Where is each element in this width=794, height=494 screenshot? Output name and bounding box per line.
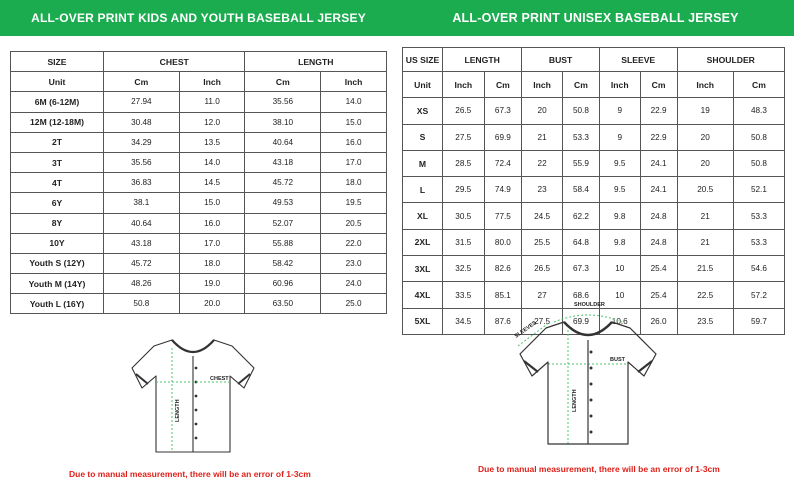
measurement-cell: 35.56 <box>245 92 321 112</box>
measurement-cell: 18.0 <box>179 253 245 273</box>
measurement-cell: 27 <box>522 282 563 308</box>
measurement-cell: 34.29 <box>104 132 180 152</box>
size-cell: 6M (6-12M) <box>11 92 104 112</box>
measurement-cell: 50.8 <box>562 98 599 124</box>
unit-cell: Cm <box>733 72 784 98</box>
measurement-cell: 74.9 <box>484 177 522 203</box>
sleeve-header: SLEEVE <box>599 48 677 72</box>
size-cell: Youth M (14Y) <box>11 274 104 294</box>
measurement-cell: 17.0 <box>179 233 245 253</box>
kids-size-table <box>10 51 387 314</box>
measurement-cell: 48.26 <box>104 274 180 294</box>
unisex-table-body <box>403 98 785 335</box>
unit-cell: Inch <box>321 72 387 92</box>
measurement-cell: 58.4 <box>562 177 599 203</box>
measurement-cell: 34.5 <box>443 308 485 334</box>
shoulder-label: SHOULDER <box>574 302 605 308</box>
jersey-buttons <box>195 367 198 440</box>
measurement-cell: 12.0 <box>179 112 245 132</box>
measurement-cell: 20 <box>677 150 733 176</box>
measurement-cell: 31.5 <box>443 229 485 255</box>
measurement-cell: 36.83 <box>104 173 180 193</box>
measurement-cell: 45.72 <box>245 173 321 193</box>
measurement-cell: 25.5 <box>522 229 563 255</box>
size-header: SIZE <box>11 52 104 72</box>
measurement-cell: 24.1 <box>640 177 677 203</box>
measurement-cell: 23.5 <box>677 308 733 334</box>
measure-lines <box>518 315 628 444</box>
shoulder-header: SHOULDER <box>677 48 784 72</box>
length-header: LENGTH <box>245 52 387 72</box>
bust-header: BUST <box>522 48 600 72</box>
measurement-cell: 13.5 <box>179 132 245 152</box>
measurement-cell: 21 <box>677 229 733 255</box>
size-cell: 10Y <box>11 233 104 253</box>
us-size-header: US SIZE <box>403 48 443 72</box>
measurement-cell: 38.10 <box>245 112 321 132</box>
unit-cell: Cm <box>562 72 599 98</box>
unit-cell: Unit <box>11 72 104 92</box>
measurement-cell: 48.3 <box>733 98 784 124</box>
measurement-cell: 21 <box>522 124 563 150</box>
measurement-cell: 64.8 <box>562 229 599 255</box>
measurement-cell: 53.3 <box>562 124 599 150</box>
measurement-cell: 26.5 <box>443 98 485 124</box>
measurement-cell: 40.64 <box>245 132 321 152</box>
measurement-cell: 60.96 <box>245 274 321 294</box>
measurement-cell: 25.0 <box>321 294 387 314</box>
kids-size-row <box>11 233 387 253</box>
measurement-cell: 20.5 <box>677 177 733 203</box>
chest-header: CHEST <box>104 52 245 72</box>
measurement-cell: 28.5 <box>443 150 485 176</box>
length-label: LENGTH <box>572 389 578 412</box>
kids-size-row <box>11 213 387 233</box>
measurement-cell: 67.3 <box>562 256 599 282</box>
measurement-cell: 80.0 <box>484 229 522 255</box>
kids-size-row <box>11 173 387 193</box>
unisex-size-row <box>403 124 785 150</box>
measurement-cell: 22.9 <box>640 124 677 150</box>
measurement-cell: 43.18 <box>245 152 321 172</box>
kids-size-row <box>11 193 387 213</box>
measurement-cell: 30.5 <box>443 203 485 229</box>
measurement-cell: 9 <box>599 124 640 150</box>
measurement-cell: 77.5 <box>484 203 522 229</box>
measurement-cell: 67.3 <box>484 98 522 124</box>
size-cell: 3T <box>11 152 104 172</box>
measurement-cell: 87.6 <box>484 308 522 334</box>
measurement-cell: 49.53 <box>245 193 321 213</box>
size-cell: 5XL <box>403 308 443 334</box>
measurement-cell: 54.6 <box>733 256 784 282</box>
measurement-cell: 14.5 <box>179 173 245 193</box>
measurement-cell: 24.5 <box>522 203 563 229</box>
measurement-cell: 9.5 <box>599 177 640 203</box>
jersey-outline <box>520 322 656 444</box>
measurement-cell: 43.18 <box>104 233 180 253</box>
unit-cell: Cm <box>104 72 180 92</box>
measurement-cell: 16.0 <box>179 213 245 233</box>
unit-cell: Cm <box>245 72 321 92</box>
unisex-jersey-diagram <box>510 300 665 450</box>
kids-size-row <box>11 253 387 273</box>
measurement-note: Due to manual measurement, there will be an error of 1-3cm <box>478 464 720 474</box>
measurement-cell: 53.3 <box>733 203 784 229</box>
unisex-size-row <box>403 256 785 282</box>
measurement-cell: 9.8 <box>599 229 640 255</box>
measurement-cell: 20.0 <box>179 294 245 314</box>
measurement-cell: 33.5 <box>443 282 485 308</box>
measurement-cell: 55.88 <box>245 233 321 253</box>
size-cell: 12M (12-18M) <box>11 112 104 132</box>
measurement-cell: 29.5 <box>443 177 485 203</box>
measurement-cell: 50.8 <box>104 294 180 314</box>
unit-cell: Inch <box>599 72 640 98</box>
kids-size-row <box>11 132 387 152</box>
jersey-outline <box>132 340 254 452</box>
length-label: LENGTH <box>175 399 181 422</box>
unisex-chart-title: ALL-OVER PRINT UNISEX BASEBALL JERSEY <box>397 0 794 36</box>
measurement-cell: 26.0 <box>640 308 677 334</box>
length-header: LENGTH <box>443 48 522 72</box>
measurement-cell: 19.0 <box>179 274 245 294</box>
unit-cell: Inch <box>179 72 245 92</box>
measurement-cell: 23 <box>522 177 563 203</box>
size-cell: 3XL <box>403 256 443 282</box>
measurement-cell: 62.2 <box>562 203 599 229</box>
measurement-cell: 15.0 <box>179 193 245 213</box>
unit-cell: Cm <box>484 72 522 98</box>
kids-size-row <box>11 152 387 172</box>
measurement-cell: 25.4 <box>640 282 677 308</box>
kids-size-row <box>11 294 387 314</box>
measurement-cell: 10 <box>599 256 640 282</box>
measurement-cell: 45.72 <box>104 253 180 273</box>
size-cell: 2T <box>11 132 104 152</box>
measurement-cell: 14.0 <box>179 152 245 172</box>
measurement-cell: 69.9 <box>562 308 599 334</box>
measurement-cell: 20 <box>677 124 733 150</box>
unit-row <box>11 72 387 92</box>
measurement-cell: 24.0 <box>321 274 387 294</box>
size-cell: 4T <box>11 173 104 193</box>
size-cell: S <box>403 124 443 150</box>
kids-chart-title: ALL-OVER PRINT KIDS AND YOUTH BASEBALL JERSEY <box>0 0 397 36</box>
measurement-cell: 9 <box>599 98 640 124</box>
kids-size-row <box>11 274 387 294</box>
measurement-cell: 82.6 <box>484 256 522 282</box>
size-cell: Youth S (12Y) <box>11 253 104 273</box>
size-cell: M <box>403 150 443 176</box>
sleeves-label: SLEEVES <box>513 320 538 340</box>
measurement-cell: 24.8 <box>640 203 677 229</box>
unit-cell: Inch <box>443 72 485 98</box>
kids-size-row <box>11 92 387 112</box>
unit-cell: Inch <box>522 72 563 98</box>
measurement-cell: 52.1 <box>733 177 784 203</box>
table-header-row <box>403 48 785 72</box>
measurement-cell: 14.0 <box>321 92 387 112</box>
measurement-cell: 68.6 <box>562 282 599 308</box>
unisex-size-row <box>403 203 785 229</box>
measurement-cell: 30.48 <box>104 112 180 132</box>
measurement-cell: 22.9 <box>640 98 677 124</box>
measurement-cell: 22 <box>522 150 563 176</box>
measurement-cell: 21.5 <box>677 256 733 282</box>
chest-label: CHEST <box>210 376 229 382</box>
measurement-cell: 53.3 <box>733 229 784 255</box>
size-cell: L <box>403 177 443 203</box>
unisex-size-row <box>403 98 785 124</box>
measurement-cell: 27.5 <box>522 308 563 334</box>
measurement-cell: 52.07 <box>245 213 321 233</box>
unit-cell: Unit <box>403 72 443 98</box>
measurement-cell: 9.5 <box>599 150 640 176</box>
measurement-cell: 24.8 <box>640 229 677 255</box>
measurement-cell: 57.2 <box>733 282 784 308</box>
measurement-cell: 19.5 <box>321 193 387 213</box>
measurement-cell: 58.42 <box>245 253 321 273</box>
measurement-cell: 9.8 <box>599 203 640 229</box>
unisex-size-row <box>403 150 785 176</box>
measurement-cell: 40.64 <box>104 213 180 233</box>
size-cell: 2XL <box>403 229 443 255</box>
measurement-cell: 50.8 <box>733 150 784 176</box>
measurement-cell: 17.0 <box>321 152 387 172</box>
unit-cell: Inch <box>677 72 733 98</box>
kids-table-body <box>11 92 387 314</box>
measurement-cell: 16.0 <box>321 132 387 152</box>
measurement-note: Due to manual measurement, there will be an error of 1-3cm <box>69 469 311 479</box>
measurement-cell: 27.94 <box>104 92 180 112</box>
measurement-cell: 23.0 <box>321 253 387 273</box>
unit-row <box>403 72 785 98</box>
measurement-cell: 10.6 <box>599 308 640 334</box>
unisex-size-table <box>402 47 785 335</box>
measurement-cell: 18.0 <box>321 173 387 193</box>
measurement-cell: 32.5 <box>443 256 485 282</box>
measurement-cell: 15.0 <box>321 112 387 132</box>
measurement-cell: 11.0 <box>179 92 245 112</box>
size-cell: 8Y <box>11 213 104 233</box>
measurement-cell: 72.4 <box>484 150 522 176</box>
kids-size-row <box>11 112 387 132</box>
size-cell: 4XL <box>403 282 443 308</box>
measurement-cell: 22.5 <box>677 282 733 308</box>
size-cell: XL <box>403 203 443 229</box>
size-cell: XS <box>403 98 443 124</box>
bust-label: BUST <box>610 357 625 363</box>
measurement-cell: 20 <box>522 98 563 124</box>
size-cell: Youth L (16Y) <box>11 294 104 314</box>
measurement-cell: 55.9 <box>562 150 599 176</box>
measurement-cell: 50.8 <box>733 124 784 150</box>
unisex-size-row <box>403 177 785 203</box>
unisex-size-row <box>403 229 785 255</box>
measurement-cell: 85.1 <box>484 282 522 308</box>
size-cell: 6Y <box>11 193 104 213</box>
measurement-cell: 59.7 <box>733 308 784 334</box>
unit-cell: Cm <box>640 72 677 98</box>
table-header-row <box>11 52 387 72</box>
measurement-cell: 19 <box>677 98 733 124</box>
measurement-cell: 20.5 <box>321 213 387 233</box>
kids-jersey-diagram <box>128 334 258 458</box>
jersey-buttons <box>590 351 593 434</box>
measurement-cell: 26.5 <box>522 256 563 282</box>
measurement-cell: 22.0 <box>321 233 387 253</box>
measurement-cell: 35.56 <box>104 152 180 172</box>
measurement-cell: 24.1 <box>640 150 677 176</box>
measurement-cell: 10 <box>599 282 640 308</box>
measurement-cell: 25.4 <box>640 256 677 282</box>
measurement-cell: 21 <box>677 203 733 229</box>
measurement-cell: 38.1 <box>104 193 180 213</box>
measurement-cell: 27.5 <box>443 124 485 150</box>
measurement-cell: 69.9 <box>484 124 522 150</box>
measurement-cell: 63.50 <box>245 294 321 314</box>
